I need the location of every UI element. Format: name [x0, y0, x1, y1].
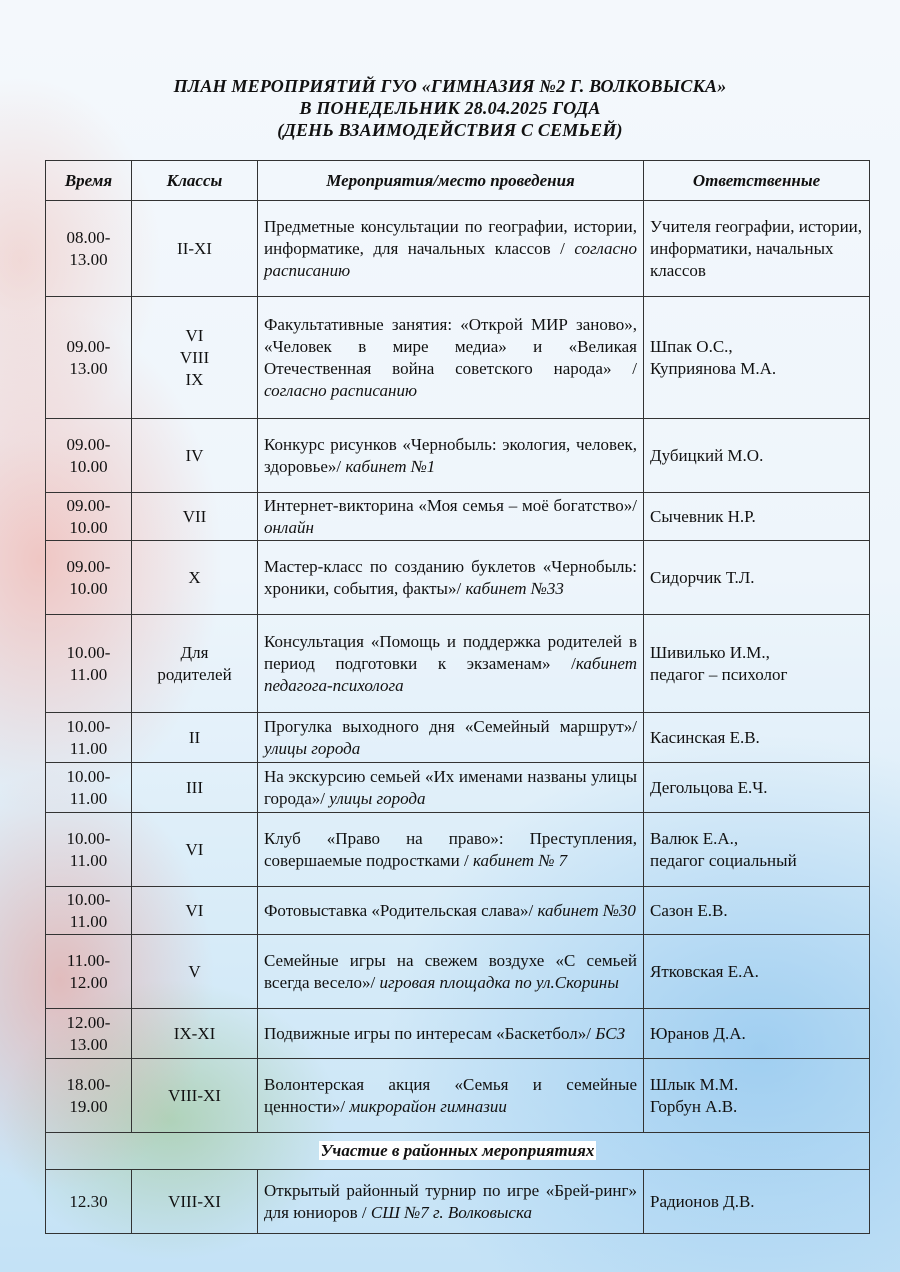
event-place: онлайн	[264, 517, 314, 537]
time-start: 18.00-	[66, 1074, 111, 1094]
time-cell	[46, 541, 132, 615]
event-text: Фотовыставка «Родительская слава»/	[264, 900, 538, 920]
event-place: согласно расписанию	[264, 380, 417, 400]
class-label: IX-XI	[173, 1023, 216, 1043]
time-end: 10.00	[69, 578, 108, 598]
class-label: VI	[185, 900, 204, 920]
classes-cell	[132, 297, 258, 419]
classes-cell	[132, 887, 258, 935]
event-place: игровая площадка по ул.Скорины	[379, 972, 619, 992]
table-row	[46, 887, 870, 935]
event-text: Клуб «Право на право»: Преступления, совершаемые подростками /	[264, 828, 637, 870]
time-start: 10.00-	[66, 716, 111, 736]
time-end: 12.00	[69, 972, 108, 992]
table-header-row	[46, 161, 870, 201]
class-label: IX	[185, 369, 204, 389]
table-row	[46, 493, 870, 541]
classes-cell	[132, 935, 258, 1009]
event-text: Предметные консультации по географии, истории, информатике, для начальных классов /	[264, 216, 637, 258]
title-line-2: В ПОНЕДЕЛЬНИК 28.04.2025 ГОДА	[299, 98, 601, 118]
responsible-person: Шлык М.М.	[650, 1074, 739, 1094]
event-cell	[258, 1170, 644, 1234]
responsible-person: Учителя географии, истории, информатики, начальных классов	[650, 216, 863, 280]
responsible-cell	[644, 763, 870, 813]
table-row	[46, 201, 870, 297]
event-cell	[258, 201, 644, 297]
title-line-3: (ДЕНЬ ВЗАИМОДЕЙСТВИЯ С СЕМЬЕЙ)	[277, 120, 623, 140]
table-row	[46, 541, 870, 615]
class-label: IV	[185, 445, 204, 465]
event-cell	[258, 1009, 644, 1059]
section-label: Участие в районных мероприятиях	[320, 1141, 595, 1160]
class-label: VII	[182, 506, 207, 526]
section-cell	[46, 1133, 870, 1170]
classes-cell	[132, 1059, 258, 1133]
time-end: 11.00	[69, 911, 108, 931]
responsible-person: Шивилько И.М.,	[650, 642, 770, 662]
time-cell	[46, 813, 132, 887]
time-start: 10.00-	[66, 642, 111, 662]
responsible-cell	[644, 1009, 870, 1059]
document-title	[0, 75, 900, 141]
time-cell	[46, 887, 132, 935]
class-label: Для	[180, 642, 209, 662]
event-cell	[258, 419, 644, 493]
column-header-events: Мероприятия/место проведения	[258, 161, 644, 201]
time-cell	[46, 493, 132, 541]
column-header-time: Время	[46, 161, 132, 201]
classes-cell	[132, 615, 258, 713]
responsible-cell	[644, 419, 870, 493]
time-cell	[46, 297, 132, 419]
event-text: Интернет-викторина «Моя семья – моё богатство»/	[264, 495, 637, 515]
event-cell	[258, 541, 644, 615]
classes-cell	[132, 1009, 258, 1059]
responsible-person: Сычевник Н.Р.	[650, 506, 756, 526]
title-line-1: ПЛАН МЕРОПРИЯТИЙ ГУО «ГИМНАЗИЯ №2 Г. ВОЛКОВЫСКА»	[173, 76, 727, 96]
responsible-cell	[644, 1059, 870, 1133]
classes-cell	[132, 493, 258, 541]
responsible-cell	[644, 615, 870, 713]
class-label: VI	[185, 325, 204, 345]
classes-cell	[132, 201, 258, 297]
responsible-person: Касинская Е.В.	[650, 727, 760, 747]
class-label: V	[188, 961, 201, 981]
time-cell	[46, 201, 132, 297]
responsible-person: Куприянова М.А.	[650, 358, 777, 378]
responsible-cell	[644, 493, 870, 541]
time-cell	[46, 713, 132, 763]
responsible-cell: Радионов Д.В.	[644, 1170, 870, 1234]
responsible-person: педагог социальный	[650, 850, 797, 870]
event-text: Прогулка выходного дня «Семейный маршрут»/	[264, 716, 637, 736]
class-label: II	[188, 727, 201, 747]
time-cell	[46, 419, 132, 493]
event-place: кабинет №30	[537, 900, 636, 920]
time-end: 13.00	[69, 249, 108, 269]
time-cell	[46, 1009, 132, 1059]
responsible-cell	[644, 813, 870, 887]
column-header-responsible: Ответственные	[644, 161, 870, 201]
time-end: 11.00	[69, 788, 108, 808]
column-header-classes: Классы	[132, 161, 258, 201]
time-cell	[46, 935, 132, 1009]
responsible-person: Горбун А.В.	[650, 1096, 738, 1116]
time-start: 10.00-	[66, 828, 111, 848]
responsible-cell	[644, 201, 870, 297]
event-place: кабинет № 7	[472, 850, 568, 870]
time-start: 12.00-	[66, 1012, 111, 1032]
classes-cell	[132, 763, 258, 813]
event-cell	[258, 887, 644, 935]
table-row	[46, 935, 870, 1009]
event-cell	[258, 1059, 644, 1133]
event-cell	[258, 813, 644, 887]
responsible-person: Валюк Е.А.,	[650, 828, 739, 848]
responsible-person: педагог – психолог	[650, 664, 788, 684]
event-place: согласно расписанию	[264, 238, 637, 280]
event-cell	[258, 763, 644, 813]
time-cell	[46, 615, 132, 713]
time-start: 09.00-	[66, 556, 111, 576]
event-text: Факультативные занятия: «Открой МИР заново», «Человек в мире медиа» и «Великая Отечественная война советского народа» /	[264, 314, 637, 378]
class-label: VI	[185, 839, 204, 859]
time-cell	[46, 1059, 132, 1133]
responsible-person: Ятковская Е.А.	[650, 961, 759, 981]
time-end: 13.00	[69, 358, 108, 378]
time-cell	[46, 763, 132, 813]
time-start: 09.00-	[66, 495, 111, 515]
classes-cell	[132, 541, 258, 615]
time-start: 09.00-	[66, 434, 111, 454]
table-row	[46, 813, 870, 887]
time-start: 11.00-	[66, 950, 111, 970]
classes-cell	[132, 419, 258, 493]
responsible-cell	[644, 297, 870, 419]
time-cell: 12.30	[46, 1170, 132, 1234]
event-text: Подвижные игры по интересам «Баскетбол»/	[264, 1023, 596, 1043]
class-label: III	[186, 777, 203, 797]
responsible-person: Шпак О.С.,	[650, 336, 733, 356]
time-end: 11.00	[69, 738, 108, 758]
time-end: 11.00	[69, 850, 108, 870]
event-place: улицы города	[329, 788, 426, 808]
table-row	[46, 297, 870, 419]
responsible-cell	[644, 541, 870, 615]
event-place: улицы города	[264, 738, 361, 758]
responsible-person: Сидорчик Т.Л.	[650, 567, 755, 587]
class-label: II-XI	[177, 238, 212, 258]
event-place: кабинет №33	[465, 578, 564, 598]
time-start: 08.00-	[66, 227, 111, 247]
event-text: Конкурс рисунков «Чернобыль: экология, человек, здоровье»/	[264, 434, 637, 476]
responsible-cell	[644, 887, 870, 935]
events-table	[45, 160, 870, 1234]
table-row-district	[46, 1170, 870, 1234]
time-start: 09.00-	[66, 336, 111, 356]
event-text: Волонтерская акция «Семья и семейные ценности»/	[264, 1074, 637, 1116]
event-text: Консультация «Помощь и поддержка родителей в период подготовки к экзаменам» /	[264, 631, 637, 673]
time-end: 10.00	[69, 456, 108, 476]
responsible-person: Юранов Д.А.	[650, 1023, 746, 1043]
event-cell	[258, 713, 644, 763]
time-end: 13.00	[69, 1034, 108, 1054]
table-row	[46, 419, 870, 493]
table-row	[46, 1009, 870, 1059]
event-text: Открытый районный турнир по игре «Брей-ринг» для юниоров /	[264, 1180, 637, 1222]
event-place: микрорайон гимназии	[349, 1096, 507, 1116]
class-label: VIII	[179, 347, 210, 367]
time-start: 10.00-	[66, 889, 111, 909]
classes-cell: VIII-XI	[132, 1170, 258, 1234]
responsible-cell	[644, 935, 870, 1009]
event-text: Семейные игры на свежем воздухе «С семьей всегда весело»/	[264, 950, 637, 992]
section-row	[46, 1133, 870, 1170]
responsible-cell	[644, 713, 870, 763]
class-label: родителей	[157, 664, 232, 684]
classes-cell	[132, 813, 258, 887]
table-row	[46, 763, 870, 813]
table-row	[46, 713, 870, 763]
event-cell	[258, 297, 644, 419]
event-place: кабинет №1	[345, 456, 436, 476]
class-label: VIII-XI	[168, 1085, 221, 1105]
event-place: БСЗ	[595, 1023, 625, 1043]
table-row	[46, 615, 870, 713]
time-end: 11.00	[69, 664, 108, 684]
table-row	[46, 1059, 870, 1133]
responsible-person: Дубицкий М.О.	[650, 445, 764, 465]
responsible-person: Сазон Е.В.	[650, 900, 728, 920]
event-cell	[258, 935, 644, 1009]
event-text: На экскурсию семьей «Их именами названы улицы города»/	[264, 766, 637, 808]
event-cell	[258, 493, 644, 541]
responsible-person: Дегольцова Е.Ч.	[650, 777, 768, 797]
classes-cell	[132, 713, 258, 763]
event-text: Мастер-класс по созданию буклетов «Чернобыль: хроники, события, факты»/	[264, 556, 637, 598]
time-end: 19.00	[69, 1096, 108, 1116]
event-place: СШ №7 г. Волковыска	[370, 1202, 533, 1222]
time-start: 10.00-	[66, 766, 111, 786]
event-place: кабинет педагога-психолога	[264, 653, 637, 695]
class-label: X	[188, 567, 201, 587]
time-end: 10.00	[69, 517, 108, 537]
event-cell	[258, 615, 644, 713]
